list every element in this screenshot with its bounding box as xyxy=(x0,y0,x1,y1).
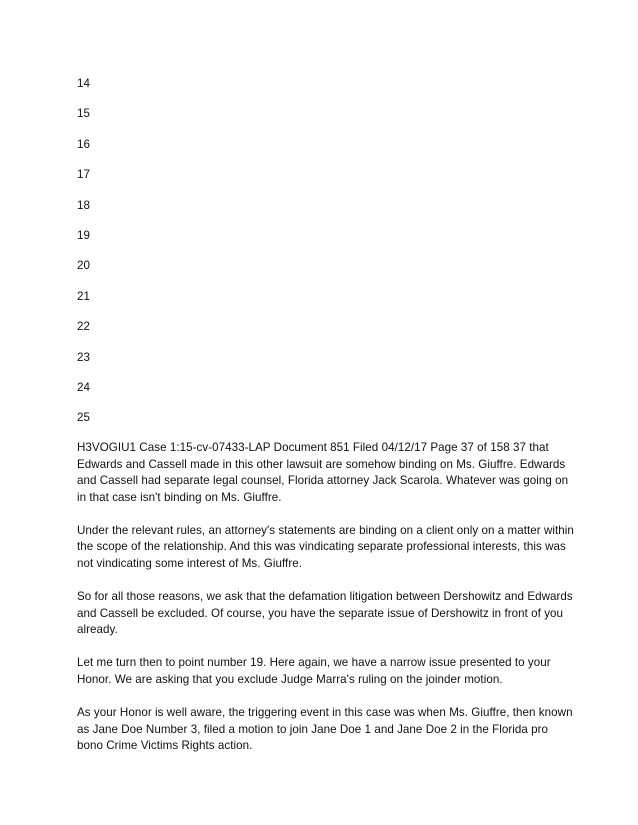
transcript-paragraph: Let me turn then to point number 19. Here again, we have a narrow issue presented to your Honor. We are asking that you exclude Judge Marra's ruling on the joinder motion. xyxy=(77,656,551,687)
transcript-paragraph: H3VOGIU1 Case 1:15-cv-07433-LAP Document 851 Filed 04/12/17 Page 37 of 158 37 that Edwards and Cassell made in this other lawsuit are somehow binding on Ms. Giuffre. Edwards and Cassell had separate legal counsel, Florida attorney Jack Scarola. Whatever was going on in that case isn't binding on Ms. Giuffre. xyxy=(77,441,569,504)
line-number: 18 xyxy=(77,198,91,212)
line-number: 25 xyxy=(77,411,91,425)
line-number: 17 xyxy=(77,168,91,182)
line-number: 19 xyxy=(77,228,91,242)
line-number: 15 xyxy=(77,107,91,121)
line-number: 24 xyxy=(77,380,91,394)
transcript-paragraph: As your Honor is well aware, the triggering event in this case was when Ms. Giuffre, then known as Jane Doe Number 3, filed a motion to join Jane Doe 1 and Jane Doe 2 in the Florida pro bono Crime Victims Rights action. xyxy=(77,706,573,753)
line-number: 21 xyxy=(77,289,91,303)
line-number: 23 xyxy=(77,350,91,364)
transcript-body xyxy=(77,440,575,771)
transcript-paragraph: Under the relevant rules, an attorney's statements are binding on a client only on a matter within the scope of the relationship. And this was vindicating separate professional interests, this was not vindicating some interest of Ms. Giuffre. xyxy=(77,523,574,571)
transcript-paragraph: So for all those reasons, we ask that the defamation litigation between Dershowitz and Edwards and Cassell be excluded. Of course, you have the separate issue of Dershowitz in front of you already. xyxy=(77,590,573,637)
line-number: 14 xyxy=(77,77,91,90)
line-number: 20 xyxy=(77,259,91,273)
line-number: 22 xyxy=(77,320,91,334)
line-number: 16 xyxy=(77,137,91,151)
line-number-column xyxy=(77,76,90,441)
